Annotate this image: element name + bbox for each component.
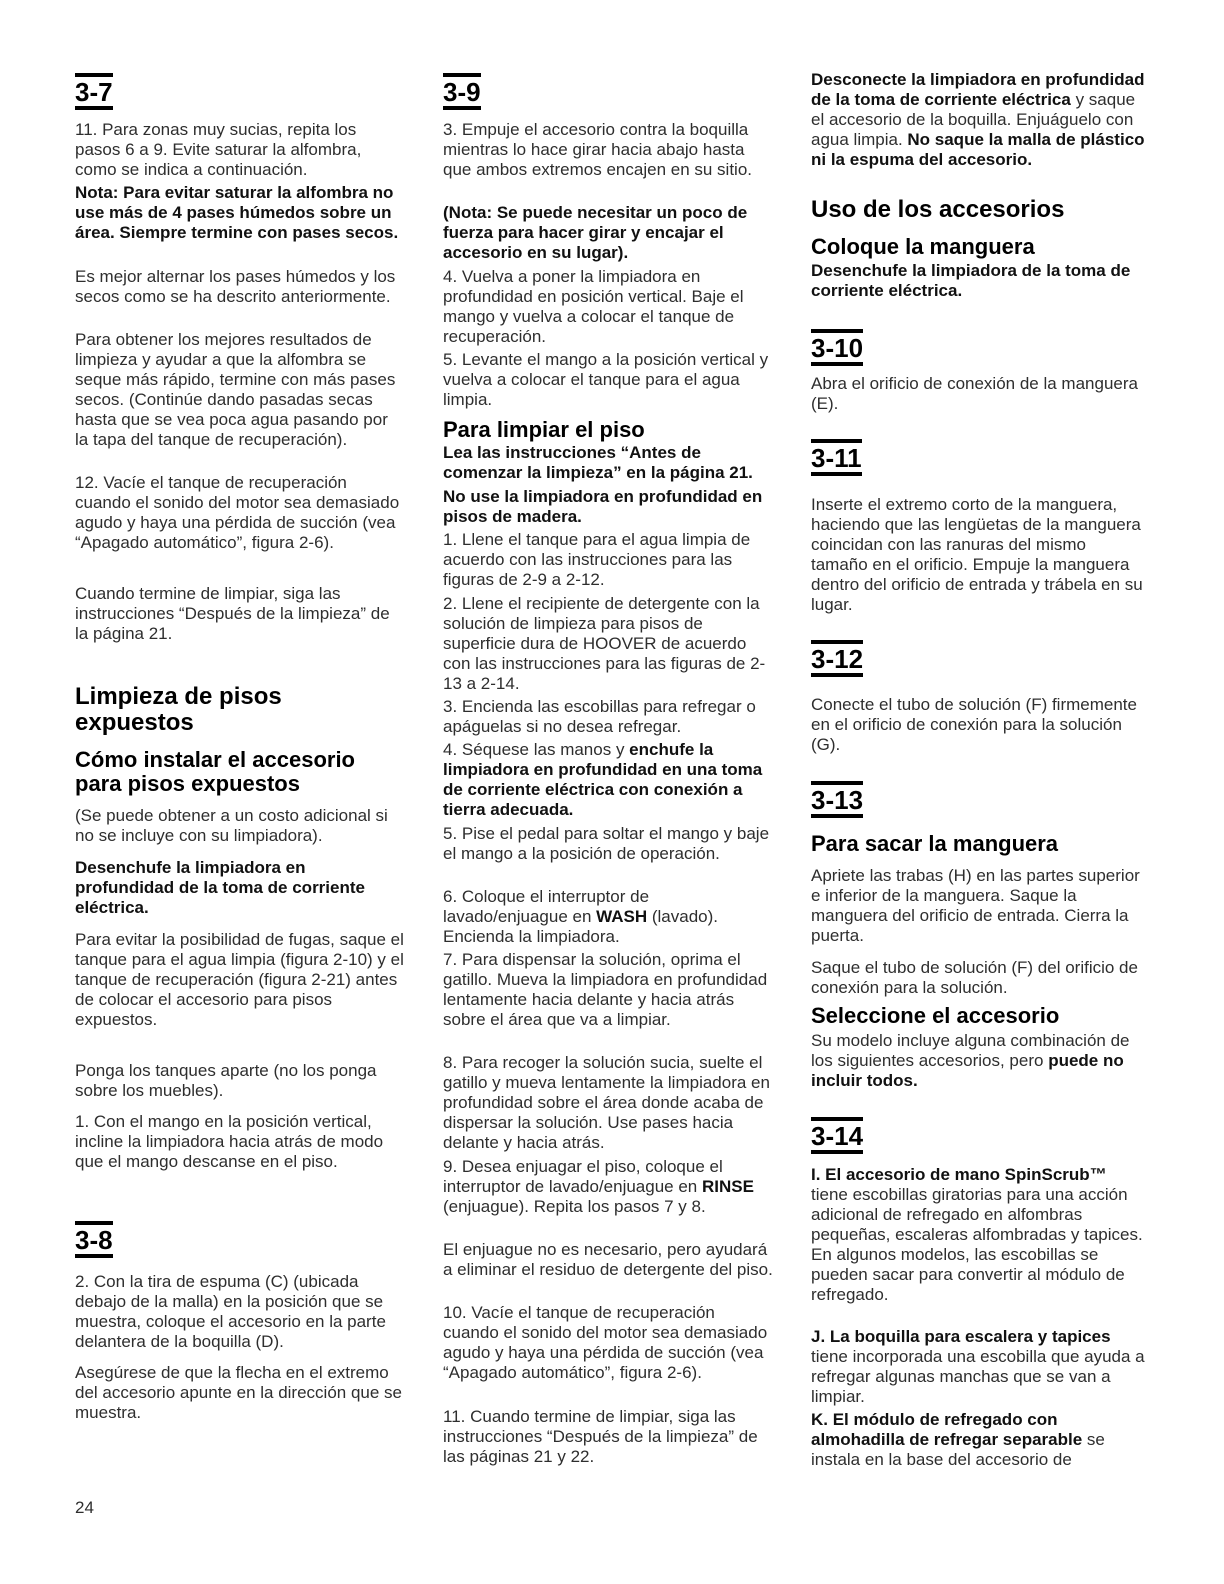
floor-step-10: 10. Vacíe el tanque de recuperación cuando el sonido del motor sea demasiado agudo y haya una pérdida de succión (vea “Apagado automático”, figura 2-6). <box>443 1303 768 1382</box>
saturation-note: Nota: Para evitar saturar la alfombra no use más de 4 pases húmedos sobre un área. Siempre termine con pases secos. <box>75 183 399 242</box>
figure-label-3-14: 3-14 <box>811 1117 863 1154</box>
floor-step-6-wash: WASH <box>596 907 648 926</box>
figure-label-3-12: 3-12 <box>811 640 863 677</box>
floor-step-9-text: 9. Desea enjuagar el piso, coloque el interruptor de lavado/enjuague en <box>443 1157 723 1196</box>
figure-label-3-7: 3-7 <box>75 73 113 110</box>
force-note: (Nota: Se puede necesitar un poco de fuerza para hacer girar y encajar el accesorio en su lugar). <box>443 203 748 262</box>
select-attachment-heading: Seleccione el accesorio <box>811 1003 1060 1028</box>
accessory-j-name: J. La boquilla para escalera y tapices <box>811 1327 1111 1346</box>
step-3-paragraph: 3. Empuje el accesorio contra la boquilla mientras lo hace girar hacia abajo hasta que ambos extremos encajen en su sitio. <box>443 120 753 179</box>
floor-step-1: 1. Llene el tanque para el agua limpia de acuerdo con las instrucciones para las figuras de 2-9 a 2-12. <box>443 530 751 589</box>
floor-step-6-text: 6. Coloque el interruptor de lavado/enjuague en <box>443 887 650 926</box>
floor-step-6 <box>443 887 773 947</box>
floor-step-9 <box>443 1157 773 1217</box>
floor-step-5: 5. Pise el pedal para soltar el mango y baje el mango a la posición de operación. <box>443 824 770 863</box>
tanks-aside-paragraph: Ponga los tanques aparte (no los ponga sobre los muebles). <box>75 1061 377 1100</box>
floor-step-4-bold: enchufe la limpiadora en profundidad en una toma de corriente eléctrica con conexión a tierra adecuada. <box>443 740 763 819</box>
floor-step-2: 2. Llene el recipiente de detergente con la solución de limpieza para pisos de superficie dura de HOOVER de acuerdo con las instrucciones para las figuras de 2-13 a 2-14. <box>443 594 766 693</box>
step-5-paragraph: 5. Levante el mango a la posición vertical y vuelva a colocar el tanque para el agua limpia. <box>443 350 769 409</box>
best-results-paragraph: Para obtener los mejores resultados de limpieza y ayudar a que la alfombra se seque más rápido, termine con más pases secos. (Continúe dando pasadas secas hasta que se vea poca agua pasando por la tapa del tanque de recuperación). <box>75 330 396 449</box>
insert-hose-paragraph: Inserte el extremo corto de la manguera, haciendo que las lengüetas de la manguera coincidan con las ranuras del mismo tamaño en el orificio. Empuje la manguera dentro del orificio de entrada y trábela en su lugar. <box>811 495 1143 614</box>
step-4-paragraph: 4. Vuelva a poner la limpiadora en profundidad en posición vertical. Baje el mango y vuelva a colocar el tanque de recuperación. <box>443 267 744 346</box>
model-includes-bold: puede no incluir todos. <box>811 1051 1124 1090</box>
arrow-direction-paragraph: Asegúrese de que la flecha en el extremo del accesorio apunte en la dirección que se muestra. <box>75 1363 402 1422</box>
accessories-section-heading: Uso de los accesorios <box>811 196 1065 223</box>
figure-label-3-11: 3-11 <box>811 439 862 476</box>
floor-step-4-text: 4. Séquese las manos y <box>443 740 630 759</box>
model-includes-text: Su modelo incluye alguna combinación de los siguientes accesorios, pero <box>811 1031 1130 1070</box>
no-wood-floors-note: No use la limpiadora en profundidad en pisos de madera. <box>443 487 763 526</box>
rinse-attachment-paragraph <box>811 70 1146 170</box>
optional-cost-paragraph: (Se puede obtener a un costo adicional si no se incluye con su limpiadora). <box>75 806 388 845</box>
floor-step-9-rinse: RINSE <box>701 1177 754 1196</box>
clean-floor-heading: Para limpiar el piso <box>443 417 645 442</box>
when-done-paragraph: Cuando termine de limpiar, siga las instrucciones “Después de la limpieza” de la página 21. <box>75 584 390 643</box>
floor-step-9-rest: (enjuague). Repita los pasos 7 y 8. <box>443 1197 706 1216</box>
step-11-paragraph: 11. Para zonas muy sucias, repita los pasos 6 a 9. Evite saturar la alfombra, como se indica a continuación. <box>75 120 362 179</box>
avoid-leaks-paragraph: Para evitar la posibilidad de fugas, saque el tanque para el agua limpia (figura 2-10) y el tanque de recuperación (figura 2-21) antes de colocar el accesorio para pisos expuestos. <box>75 930 404 1029</box>
figure-label-3-10: 3-10 <box>811 329 863 366</box>
attach-hose-heading: Coloque la manguera <box>811 234 1035 259</box>
alternate-passes-paragraph: Es mejor alternar los pases húmedos y los secos como se ha descrito anteriormente. <box>75 267 396 306</box>
accessory-k-text: se instala en la base del accesorio de <box>811 1430 1105 1469</box>
remove-tube-paragraph: Saque el tubo de solución (F) del orificio de conexión para la solución. <box>811 958 1138 997</box>
floor-step-3: 3. Encienda las escobillas para refregar o apáguelas si no desea refregar. <box>443 697 756 736</box>
unplug-note: Desenchufe la limpiadora de la toma de corriente eléctrica. <box>811 261 1131 300</box>
unplug-warning: Desenchufe la limpiadora en profundidad de la toma de corriente eléctrica. <box>75 858 365 917</box>
accessory-i-text: tiene escobillas giratorias para una acción adicional de refregado en alfombras pequeñas, escaleras alfombradas y tapices. En algunos modelos, las escobillas se pueden sacar para convertir al módulo de refregado. <box>811 1185 1143 1304</box>
rinse-attachment-text: y saque el accesorio de la boquilla. Enjuáguelo con agua limpia. <box>811 90 1136 149</box>
connect-tube-paragraph: Conecte el tubo de solución (F) firmemente en el orificio de conexión para la solución (G). <box>811 695 1137 754</box>
accessory-j-paragraph <box>811 1327 1146 1407</box>
bare-floor-section-heading: Limpieza de pisos expuestos <box>75 683 282 736</box>
step-1-paragraph: 1. Con el mango en la posición vertical, incline la limpiadora hacia atrás de modo que el mango descanse en el piso. <box>75 1112 384 1171</box>
accessory-k-paragraph <box>811 1410 1146 1470</box>
remove-hose-heading: Para sacar la manguera <box>811 831 1059 856</box>
model-includes-paragraph <box>811 1031 1146 1091</box>
accessory-j-text: tiene incorporada una escobilla que ayuda a refregar algunas manchas que se van a limpiar. <box>811 1347 1145 1406</box>
install-attachment-heading: Cómo instalar el accesorio para pisos expuestos <box>75 747 355 796</box>
rinse-optional-paragraph: El enjuague no es necesario, pero ayudará a eliminar el residuo de detergente del piso. <box>443 1240 773 1279</box>
step-2-paragraph: 2. Con la tira de espuma (C) (ubicada debajo de la malla) en la posición que se muestra, coloque el accesorio en la parte delantera de la boquilla (D). <box>75 1272 386 1351</box>
figure-label-3-8: 3-8 <box>75 1221 113 1258</box>
accessory-i-name: I. El accesorio de mano SpinScrub™ <box>811 1165 1107 1184</box>
floor-step-6-rest: (lavado). Encienda la limpiadora. <box>443 907 719 946</box>
floor-step-11: 11. Cuando termine de limpiar, siga las instrucciones “Después de la limpieza” de las páginas 21 y 22. <box>443 1407 758 1466</box>
open-port-paragraph: Abra el orificio de conexión de la manguera (E). <box>811 374 1138 413</box>
rinse-attachment-bold-end: No saque la malla de plástico ni la espuma del accesorio. <box>811 130 1145 169</box>
accessory-i-paragraph <box>811 1165 1146 1305</box>
accessory-k-name: K. El módulo de refregado con almohadilla de refregar separable <box>811 1410 1083 1449</box>
page-number: 24 <box>75 1498 94 1517</box>
read-instructions-note: Lea las instrucciones “Antes de comenzar la limpieza” en la página 21. <box>443 443 753 482</box>
squeeze-latches-paragraph: Apriete las trabas (H) en las partes superior e inferior de la manguera. Saque la manguera del orificio de entrada. Cierra la puerta. <box>811 866 1140 945</box>
floor-step-8: 8. Para recoger la solución sucia, suelte el gatillo y mueva lentamente la limpiadora en profundidad sobre el área donde acaba de dispersar la solución. Use pases hacia delante y hacia atrás. <box>443 1053 770 1152</box>
figure-label-3-13: 3-13 <box>811 781 863 818</box>
floor-step-7: 7. Para dispensar la solución, oprima el gatillo. Mueva la limpiadora en profundidad lentamente hacia delante y hacia atrás sobre el área que va a limpiar. <box>443 950 768 1029</box>
floor-step-4 <box>443 740 773 820</box>
rinse-attachment-bold-start: Desconecte la limpiadora en profundidad de la toma de corriente eléctrica <box>811 70 1145 109</box>
step-12-paragraph: 12. Vacíe el tanque de recuperación cuando el sonido del motor sea demasiado agudo y haya una pérdida de succión (vea “Apagado automático”, figura 2-6). <box>75 473 400 552</box>
figure-label-3-9: 3-9 <box>443 73 481 110</box>
